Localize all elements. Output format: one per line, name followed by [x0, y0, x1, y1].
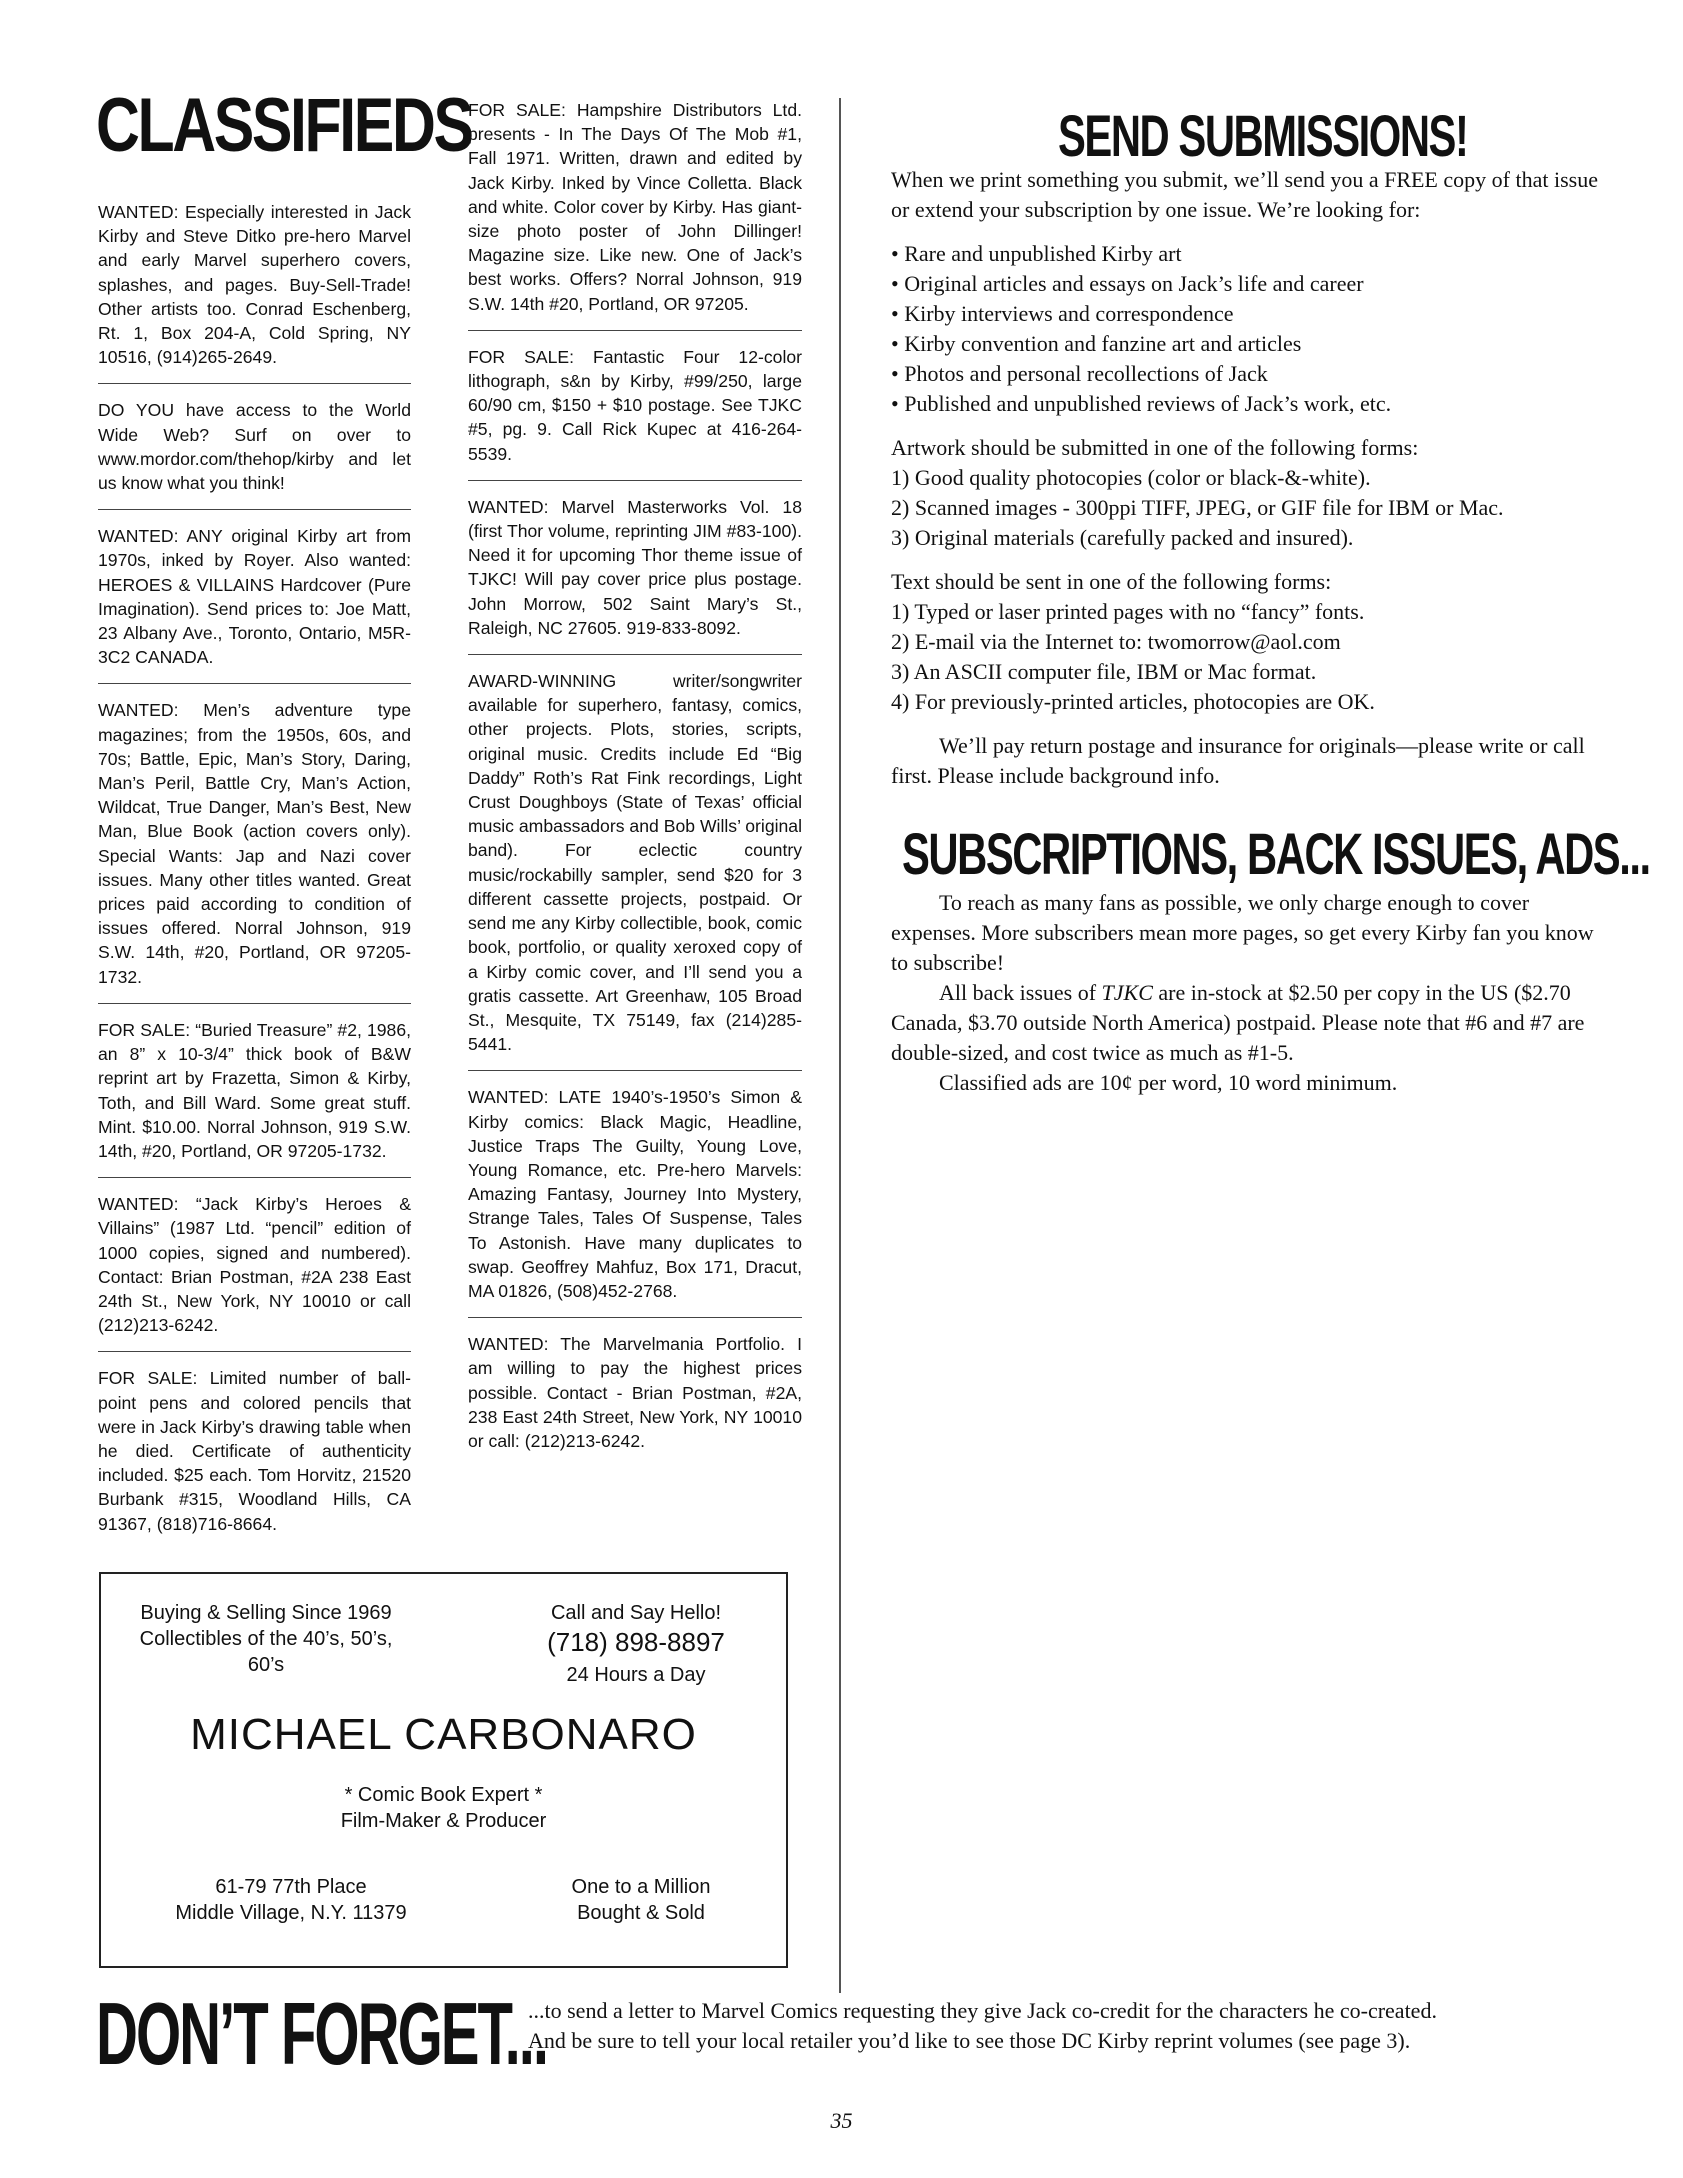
list-item: 2) E-mail via the Internet to: twomorrow@aol.com	[891, 629, 1341, 654]
classifieds-column-1	[98, 200, 411, 1564]
ad-name: MICHAEL CARBONARO	[190, 1710, 697, 1759]
list-item: • Published and unpublished reviews of Jack’s work, etc.	[891, 389, 1611, 419]
classified-ad: AWARD-WINNING writer/songwriter available for superhero, fantasy, comics, other projects. Plots, stories, scripts, original music. Credits include Ed “Big Daddy” Roth’s Rat Fink recordings, Light Crust Doughboys (State of Texas’ official music ambassadors and Bob Wills’ original band). For eclectic country music/rockabilly sampler, send $20 for 3 different cassette projects, postpaid. Or send me any Kirby collectible, book, comic book, portfolio, or quality xeroxed copy of a Kirby comic cover, and I’ll send you a gratis cassette. Art Greenhaw, 105 Broad St., Mesquite, TX 75149, fax (214)285-5441.	[468, 669, 802, 1071]
send-submissions-heading: SEND SUBMISSIONS!	[1058, 104, 1468, 169]
dont-forget-heading: DON’T FORGET...	[96, 1984, 548, 2083]
list-item: 1) Typed or laser printed pages with no “fancy” fonts.	[891, 599, 1365, 624]
classified-ad: FOR SALE: Fantastic Four 12-color lithograph, s&n by Kirby, #99/250, large 60/90 cm, $150 + $10 postage. See TJKC #5, pg. 9. Call Rick Kupec at 416-264-5539.	[468, 345, 802, 481]
submissions-body	[891, 165, 1611, 791]
classified-ad: WANTED: “Jack Kirby’s Heroes & Villains” (1987 Ltd. “pencil” edition of 1000 copies, signed and numbered). Contact: Brian Postman, #2A 238 East 24th St., New York, NY 10010 or call (212)213-6242.	[98, 1192, 411, 1352]
list-item: 2) Scanned images - 300ppi TIFF, JPEG, or GIF file for IBM or Mac.	[891, 495, 1504, 520]
ad-phone-number: (718) 898-8897	[547, 1627, 725, 1657]
classified-ad: FOR SALE: Hampshire Distributors Ltd. presents - In The Days Of The Mob #1, Fall 1971. Written, drawn and edited by Jack Kirby. Inked by Vince Colletta. Black and white. Color cover by Kirby. Has giant-size photo poster of John Dillinger! Magazine size. Like new. One of Jack’s best works. Offers? Norral Johnson, 919 S.W. 14th #20, Portland, OR 97205.	[468, 98, 802, 331]
classified-ad: FOR SALE: Limited number of ball-point pens and colored pencils that were in Jack Kirby’s drawing table when he died. Certificate of authenticity included. $25 each. Tom Horvitz, 21520 Burbank #315, Woodland Hills, CA 91367, (818)716-8664.	[98, 1368, 411, 1534]
ad-film-maker: Film-Maker & Producer	[340, 1810, 547, 1832]
classifieds-column-2	[468, 98, 802, 1481]
classified-ad: WANTED: Especially interested in Jack Kirby and Steve Ditko pre-hero Marvel and early Marvel superhero covers, splashes, and pages. Buy-Sell-Trade! Other artists too. Conrad Eschenberg, Rt. 1, Box 204-A, Cold Spring, NY 10516, (914)265-2649.	[98, 200, 411, 384]
classified-rate: Classified ads are 10¢ per word, 10 word minimum.	[939, 1070, 1398, 1095]
back-issues-text-cont: are in-stock at $2.50 per copy in the US ($2.70 Canada, $3.70 outside North America) postpaid. Please note that #6 and #7 are double-sized, and cost twice as much as #1-5.	[891, 980, 1585, 1065]
classified-ad: DO YOU have access to the World Wide Web? Surf on over to www.mordor.com/thehop/kirby and let us know what you think!	[98, 398, 411, 510]
classified-ad: WANTED: Marvel Masterworks Vol. 18 (first Thor volume, reprinting JIM #83-100). Need it for upcoming Thor theme issue of TJKC! Will pay cover price plus postage. John Morrow, 502 Saint Mary’s St., Raleigh, NC 27605. 919-833-8092.	[468, 495, 802, 655]
list-item: 1) Good quality photocopies (color or black-&-white).	[891, 465, 1371, 490]
ad-call-hello: Call and Say Hello!	[550, 1602, 722, 1624]
list-item: • Kirby convention and fanzine art and articles	[891, 329, 1611, 359]
submissions-wanted-list	[891, 239, 1611, 419]
list-item: • Photos and personal recollections of Jack	[891, 359, 1611, 389]
submissions-intro: When we print something you submit, we’ll send you a FREE copy of that issue or extend your subscription by one issue. We’re looking for:	[891, 167, 1598, 222]
classified-ad: WANTED: Men’s adventure type magazines; from the 1950s, 60s, and 70s; Battle, Epic, Man’s Story, Daring, Man’s Peril, Battle Cry, Man’s Action, Wildcat, True Danger, Man’s Best, New Man, Blue Book (action covers only). Special Wants: Jap and Nazi cover issues. Many other titles wanted. Great prices paid according to condition of issues offered. Norral Johnson, 919 S.W. 14th, #20, Portland, OR 97205-1732.	[98, 698, 411, 1003]
classified-ad: WANTED: LATE 1940’s-1950’s Simon & Kirby comics: Black Magic, Headline, Justice Traps The Guilty, Young Love, Young Romance, etc. Pre-hero Marvels: Amazing Fantasy, Journey Into Mystery, Strange Tales, Tales Of Suspense, Tales To Astonish. Have many duplicates to swap. Geoffrey Mahfuz, Box 171, Dracut, MA 01826, (508)452-2768.	[468, 1085, 802, 1318]
subscriptions-paragraph: To reach as many fans as possible, we only charge enough to cover expenses. More subscribers mean more pages, so get every Kirby fan you know to subscribe!	[891, 890, 1594, 975]
list-item: 3) Original materials (carefully packed and insured).	[891, 525, 1354, 550]
page-number: 35	[830, 2108, 853, 2133]
ad-one-to-million: One to a Million	[571, 1876, 711, 1898]
dont-forget-line-2: And be sure to tell your local retailer you’d like to see those DC Kirby reprint volumes (see page 3).	[528, 2028, 1411, 2053]
classifieds-heading: CLASSIFIEDS	[96, 83, 472, 168]
classified-ad: WANTED: The Marvelmania Portfolio. I am willing to pay the highest prices possible. Contact - Brian Postman, #2A, 238 East 24th Street, New York, NY 10010 or call: (212)213-6242.	[468, 1334, 802, 1451]
back-issues-text: All back issues of	[939, 980, 1102, 1005]
ad-comic-expert: * Comic Book Expert *	[344, 1784, 543, 1806]
ad-collectibles: Collectibles of the 40’s, 50’s, 60’s	[139, 1628, 393, 1676]
carbonaro-ad-box	[99, 1572, 788, 1968]
column-divider	[839, 98, 841, 1993]
dont-forget-line-1: ...to send a letter to Marvel Comics requesting they give Jack co-credit for the characters he co-created.	[528, 1998, 1437, 2023]
postage-note: We’ll pay return postage and insurance for originals—please write or call first. Please include background info.	[891, 733, 1585, 788]
ad-address-city: Middle Village, N.Y. 11379	[175, 1902, 407, 1924]
ad-hours: 24 Hours a Day	[566, 1664, 706, 1686]
classified-ad: FOR SALE: “Buried Treasure” #2, 1986, an 8” x 10-3/4” thick book of B&W reprint art by Frazetta, Simon & Kirby, Toth, and Bill Ward. Some great stuff. Mint. $10.00. Norral Johnson, 919 S.W. 14th, #20, Portland, OR 97205-1732.	[98, 1018, 411, 1178]
list-item: 3) An ASCII computer file, IBM or Mac format.	[891, 659, 1317, 684]
list-item: • Original articles and essays on Jack’s life and career	[891, 269, 1611, 299]
ad-bought-sold: Bought & Sold	[577, 1902, 705, 1924]
back-issues-paragraph	[891, 978, 1611, 1068]
text-intro: Text should be sent in one of the following forms:	[891, 569, 1332, 594]
tjkc-italic: TJKC	[1101, 980, 1153, 1005]
list-item: • Rare and unpublished Kirby art	[891, 239, 1611, 269]
classified-ad: WANTED: ANY original Kirby art from 1970s, inked by Royer. Also wanted: HEROES & VILLAINS Hardcover (Pure Imagination). Send prices to: Joe Matt, 23 Albany Ave., Toronto, Ontario, M5R-3C2 CANADA.	[98, 524, 411, 684]
list-item: • Kirby interviews and correspondence	[891, 299, 1611, 329]
dont-forget-text	[528, 1996, 1628, 2056]
ad-buying-selling: Buying & Selling Since 1969	[140, 1602, 392, 1624]
subscriptions-body	[891, 888, 1611, 1098]
artwork-intro: Artwork should be submitted in one of the following forms:	[891, 435, 1419, 460]
ad-address-street: 61-79 77th Place	[215, 1876, 367, 1898]
list-item: 4) For previously-printed articles, photocopies are OK.	[891, 689, 1375, 714]
subscriptions-heading: SUBSCRIPTIONS, BACK ISSUES, ADS...	[902, 822, 1650, 887]
